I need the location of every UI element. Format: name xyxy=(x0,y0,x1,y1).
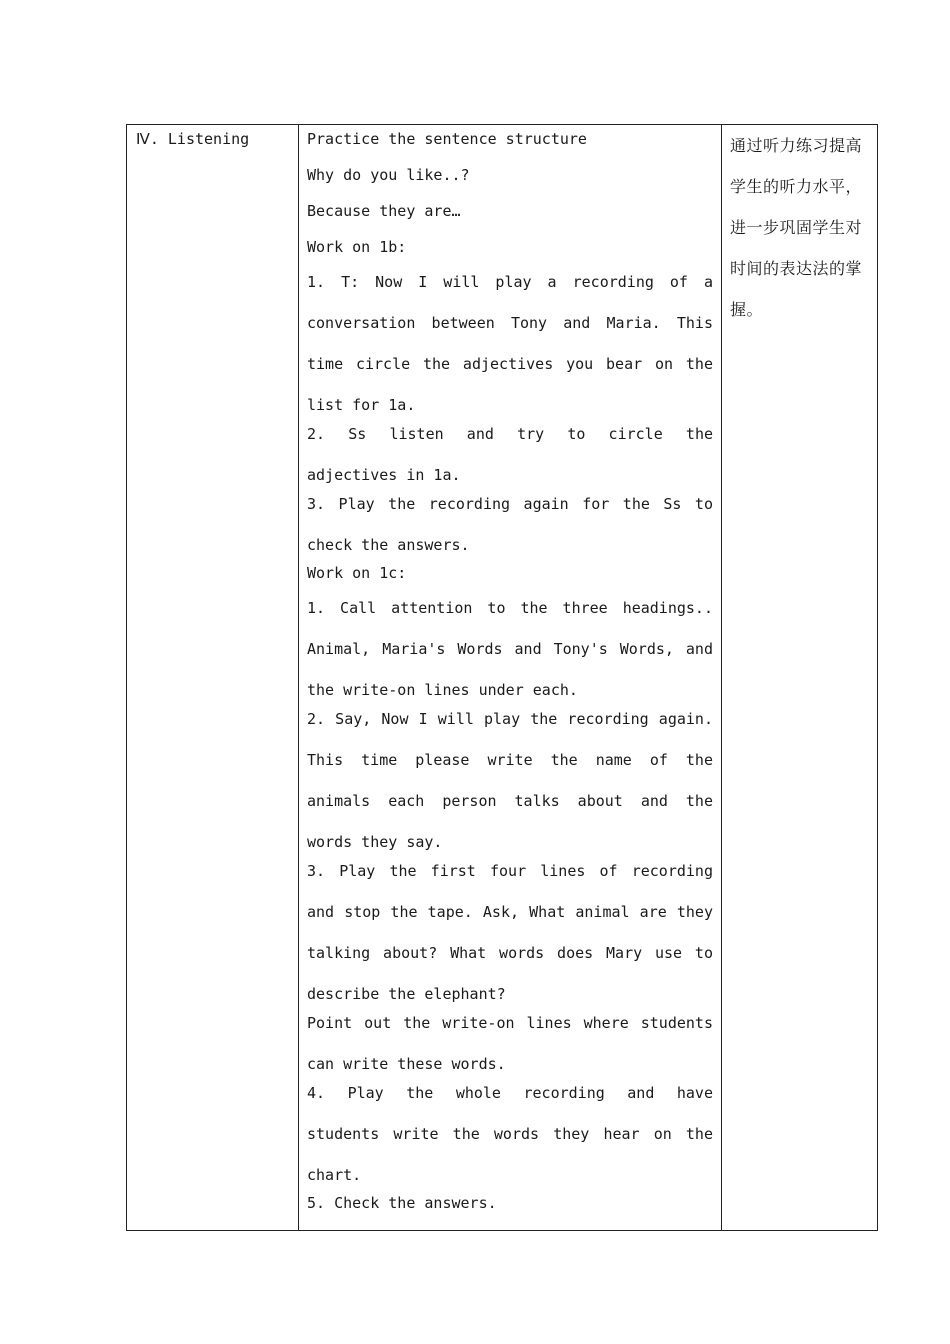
intro-line: Because they are… xyxy=(307,202,461,220)
step-1c-3: 3. Play the first four lines of recording and stop the tape. Ask, What animal are they talking about? What words does Mary use to describe the elephant? xyxy=(307,862,713,1003)
step-1b-3: 3. Play the recording again for the Ss to check the answers. xyxy=(307,495,713,554)
step-1c-1: 1. Call attention to the three headings.. Animal, Maria's Words and Tony's Words, and the write-on lines under each. xyxy=(307,599,713,699)
steps-content xyxy=(299,125,721,1212)
section-heading-1b: Work on 1b: xyxy=(307,238,407,256)
step-1c-3-note: Point out the write-on lines where students can write these words. xyxy=(307,1014,713,1073)
purpose-text: 通过听力练习提高学生的听力水平，进一步巩固学生对时间的表达法的掌握。 xyxy=(730,136,863,319)
purpose-cell xyxy=(722,125,878,1231)
intro-line: Practice the sentence structure xyxy=(307,130,587,148)
step-1c-4: 4. Play the whole recording and have students write the words they hear on the chart. xyxy=(307,1084,713,1184)
table-row xyxy=(127,125,878,1231)
step-1b-2: 2. Ss listen and try to circle the adjectives in 1a. xyxy=(307,425,713,484)
stage-cell xyxy=(127,125,299,1231)
section-heading-1c: Work on 1c: xyxy=(307,564,407,582)
steps-cell xyxy=(299,125,722,1231)
step-1b-1: 1. T: Now I will play a recording of a conversation between Tony and Maria. This time circle the adjectives you bear on the list for 1a. xyxy=(307,273,713,414)
lesson-plan-table xyxy=(126,124,878,1231)
intro-line: Why do you like..? xyxy=(307,166,470,184)
step-1c-5: 5. Check the answers. xyxy=(307,1194,497,1212)
step-1c-2: 2. Say, Now I will play the recording again. This time please write the name of the animals each person talks about and the words they say. xyxy=(307,710,713,851)
stage-title: Ⅳ. Listening xyxy=(136,130,250,148)
